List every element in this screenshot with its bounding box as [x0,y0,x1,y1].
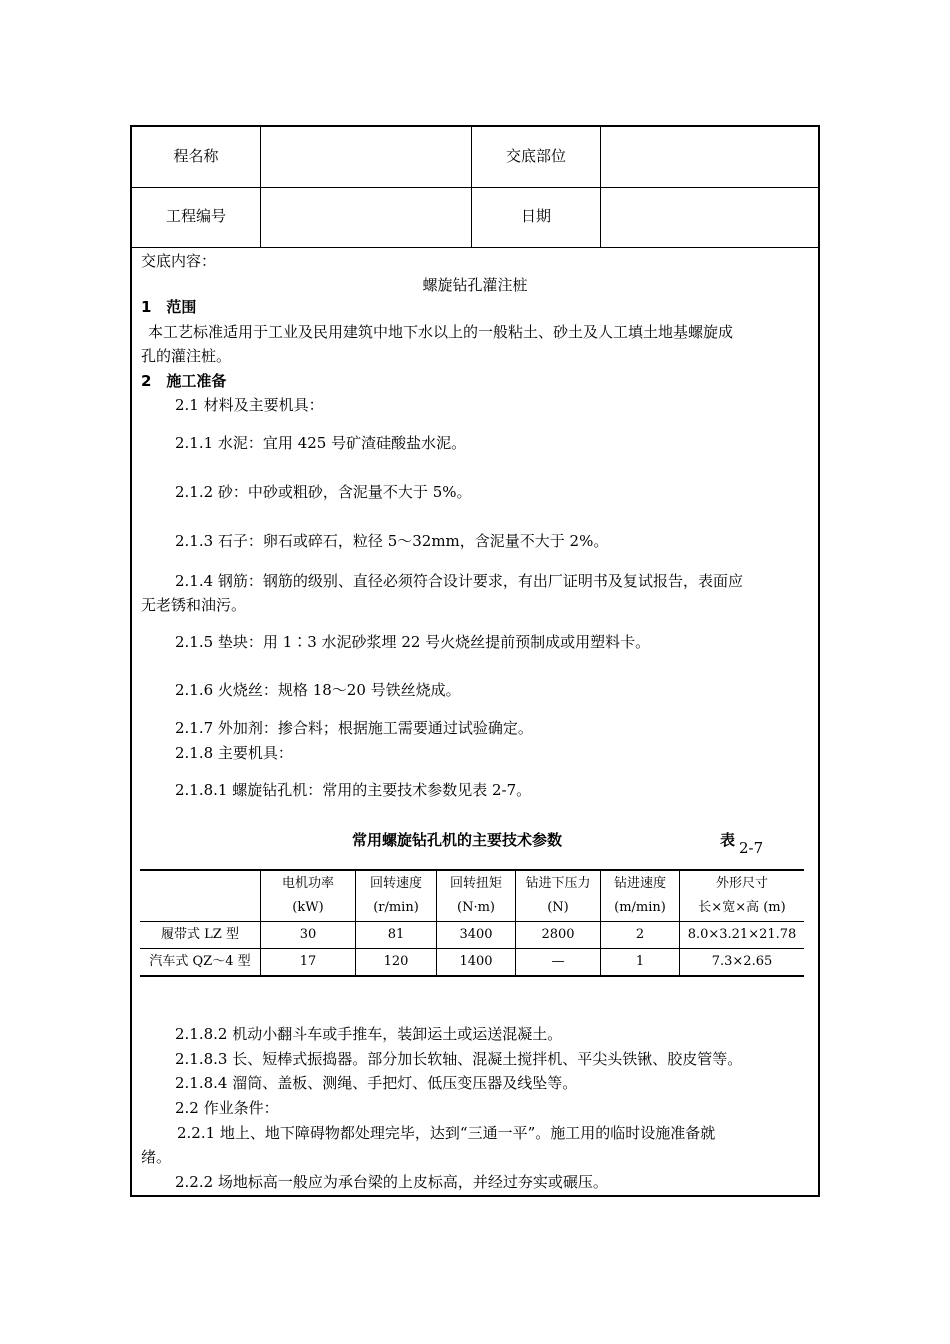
section-1-heading: 1 范围 [141,298,197,316]
item-2-1-8-2: 2.1.8.2 机动小翻斗车或手推车，装卸运土或运送混凝土。 [175,1025,563,1043]
table-cell: 履带式 LZ 型 [140,922,261,949]
item-2-2-1-cont: 绪。 [141,1148,172,1166]
table-cell: 81 [356,922,437,949]
section-1-text: 本工艺标准适用于工业及民用建筑中地下水以上的一般粘土、砂土及人工填土地基螺旋成 [148,323,734,341]
table-cell: 1 [601,949,680,977]
header-cell: 外形尺寸 长×宽×高 (m) [680,870,805,922]
project-name-label: 程名称 [173,147,219,165]
intro-label: 交底内容： [141,252,217,270]
header-cell: 电机功率 (kW) [261,870,356,922]
table-title: 常用螺旋钻孔机的主要技术参数 [352,831,563,849]
table-cell: 3400 [437,922,516,949]
table-cell: 120 [356,949,437,977]
table-cell: 2 [601,922,680,949]
part-value [601,127,819,185]
project-no-value [261,187,471,245]
table-cell: 30 [261,922,356,949]
item-2-1-8-4: 2.1.8.4 溜筒、盖板、测绳、手把灯、低压变压器及线坠等。 [175,1074,578,1092]
table-cell: 2800 [516,922,601,949]
item-2-1-2: 2.1.2 砂：中砂或粗砂，含泥量不大于 5%。 [175,483,472,501]
table-number-prefix: 表 [720,831,736,849]
item-2-1-7: 2.1.7 外加剂：掺合料；根据施工需要通过试验确定。 [175,719,533,737]
item-2-1-3: 2.1.3 石子：卵石或碎石，粒径 5～32mm，含泥量不大于 2%。 [175,532,609,550]
project-name-value [261,127,471,185]
item-2-2-2: 2.2.2 场地标高一般应为承台梁的上皮标高，并经过夯实或碾压。 [175,1173,608,1191]
table-cell: — [516,949,601,977]
item-2-1-4-cont: 无老锈和油污。 [141,596,247,614]
item-2-1-8-1: 2.1.8.1 螺旋钻孔机：常用的主要技术参数见表 2-7。 [175,781,532,799]
table-number: 2-7 [739,839,764,857]
date-value [601,187,819,245]
item-2-1-8: 2.1.8 主要机具： [175,744,293,762]
spec-table [140,869,804,977]
header-cell: 回转速度 (r/min) [356,870,437,922]
doc-title: 螺旋钻孔灌注桩 [422,276,528,294]
item-2-1-4: 2.1.4 钢筋：钢筋的级别、直径必须符合设计要求，有出厂证明书及复试报告，表面应 [175,572,743,590]
table-row [140,949,804,977]
table-cell: 1400 [437,949,516,977]
item-2-2: 2.2 作业条件： [175,1099,279,1117]
header-cell: 钻进下压力 (N) [516,870,601,922]
header-cell [140,870,261,922]
table-cell: 17 [261,949,356,977]
item-2-1-8-3: 2.1.8.3 长、短棒式振捣器。部分加长软轴、混凝土搅拌机、平尖头铁锹、胶皮管等。 [175,1050,743,1068]
item-2-2-1: 2.2.1 地上、地下障碍物都处理完毕，达到“三通一平”。施工用的临时设施准备就 [177,1124,716,1142]
header-row-2 [132,187,818,248]
date-label: 日期 [520,207,551,225]
item-2-1-1: 2.1.1 水泥：宜用 425 号矿渣硅酸盐水泥。 [175,434,467,452]
header-cell: 钻进速度 (m/min) [601,870,680,922]
item-2-1-6: 2.1.6 火烧丝：规格 18～20 号铁丝烧成。 [175,681,461,699]
part-label: 交底部位 [505,147,566,165]
project-no-label: 工程编号 [165,207,226,225]
table-cell: 7.3×2.65 [680,949,805,977]
item-2-1: 2.1 材料及主要机具： [175,396,324,414]
section-1-text-cont: 孔的灌注桩。 [141,347,232,365]
disclosure-form [130,125,820,1197]
header-row-1 [132,127,818,188]
header-cell: 回转扭矩 (N·m) [437,870,516,922]
item-2-1-5: 2.1.5 垫块：用 1∶3 水泥砂浆埋 22 号火烧丝提前预制成或用塑料卡。 [175,633,651,651]
table-cell: 汽车式 QZ～4 型 [140,949,261,977]
section-2-heading: 2 施工准备 [141,372,227,390]
table-header-row [140,870,804,922]
table-row [140,922,804,949]
content-area [132,247,818,1195]
table-cell: 8.0×3.21×21.78 [680,922,805,949]
